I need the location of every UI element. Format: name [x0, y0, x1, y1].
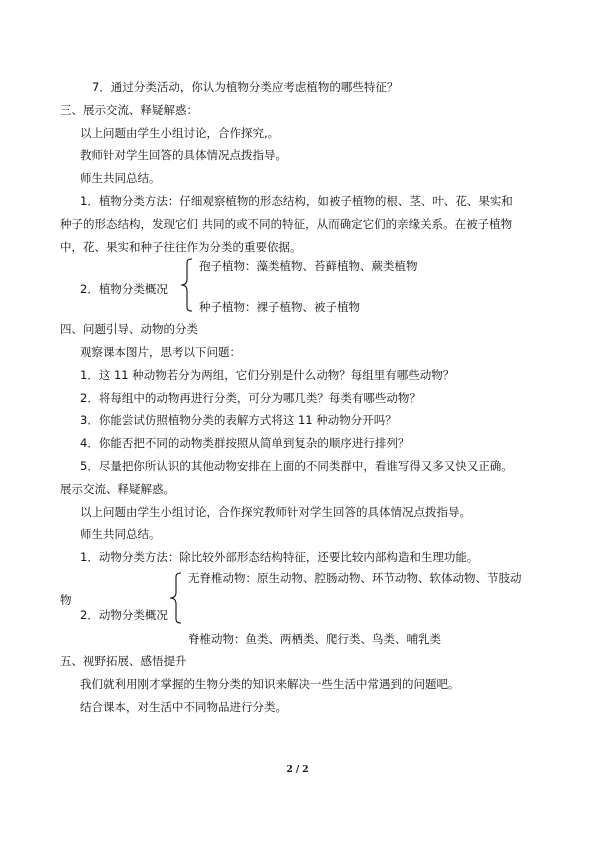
paragraph: 我们就利用刚才掌握的生物分类的知识来解决一些生活中常遇到的问题吧。: [80, 677, 460, 691]
paragraph: 展示交流、释疑解惑。: [60, 482, 175, 496]
section-3-heading: 三、展示交流、释疑解惑：: [60, 103, 198, 117]
animal-method: 1．动物分类方法：除比较外部形态结构特征，还要比较内部构造和生理功能。: [80, 550, 479, 564]
plant-method-line-2: 种子的形态结构，发现它们 共同的或不同的特征，从而确定它们的亲缘关系。在被子植物: [60, 217, 513, 231]
paragraph: 观察课本图片，思考以下问题：: [80, 345, 241, 359]
animal-vertebrate-branch: 脊椎动物：鱼类、两栖类、爬行类、鸟类、哺乳类: [188, 632, 441, 646]
plant-method-line-1: 1．植物分类方法：仔细观察植物的形态结构，如被子植物的根、茎、叶、花、果实和: [80, 194, 513, 208]
section-5-heading: 五、视野拓展、感悟提升: [60, 654, 187, 668]
animal-overview-label: 2．动物分类概况: [80, 608, 168, 622]
paragraph: 以上问题由学生小组讨论，合作探究教师针对学生回答的具体情况点拨指导。: [80, 505, 471, 519]
section-4-heading: 四、问题引导、动物的分类: [60, 322, 198, 336]
paragraph: 结合课本，对生活中不同物品进行分类。: [80, 700, 287, 714]
animal-question-5: 5．尽量把你所认识的其他动物安排在上面的不同类群中，看谁写得又多又快又正确。: [80, 459, 513, 473]
animal-invertebrate-branch: 无脊椎动物：原生动物、腔肠动物、环节动物、软体动物、节肢动: [188, 571, 522, 585]
paragraph: 以上问题由学生小组讨论，合作探究,。: [80, 126, 280, 140]
paragraph: 师生共同总结。: [80, 171, 161, 185]
page-number: 2 / 2: [286, 765, 309, 775]
animal-question-1: 1．这 11 种动物若分为两组，它们分别是什么动物？每组里有哪些动物？: [80, 368, 455, 382]
paragraph: 教师针对学生回答的具体情况点拨指导。: [80, 148, 287, 162]
plant-method-line-3: 中，花、果实和种子往往作为分类的重要依据。: [60, 240, 302, 254]
brace-icon: [169, 572, 183, 624]
question-7: 7．通过分类活动，你认为植物分类应考虑植物的哪些特征？: [92, 80, 399, 94]
animal-question-3: 3．你能尝试仿照植物分类的表解方式将这 11 种动物分开吗？: [80, 413, 397, 427]
animal-invertebrate-branch-wrap: 物: [60, 593, 72, 607]
paragraph: 师生共同总结。: [80, 527, 161, 541]
animal-question-2: 2．将每组中的动物再进行分类，可分为哪几类？每类有哪些动物？: [80, 391, 421, 405]
animal-question-4: 4．你能否把不同的动物类群按照从简单到复杂的顺序进行排列？: [80, 436, 410, 450]
plant-overview-label: 2．植物分类概况: [80, 282, 168, 296]
plant-spore-branch: 孢子植物：藻类植物、苔藓植物、蕨类植物: [199, 259, 418, 273]
plant-seed-branch: 种子植物：裸子植物、被子植物: [199, 300, 360, 314]
brace-icon: [180, 258, 194, 312]
